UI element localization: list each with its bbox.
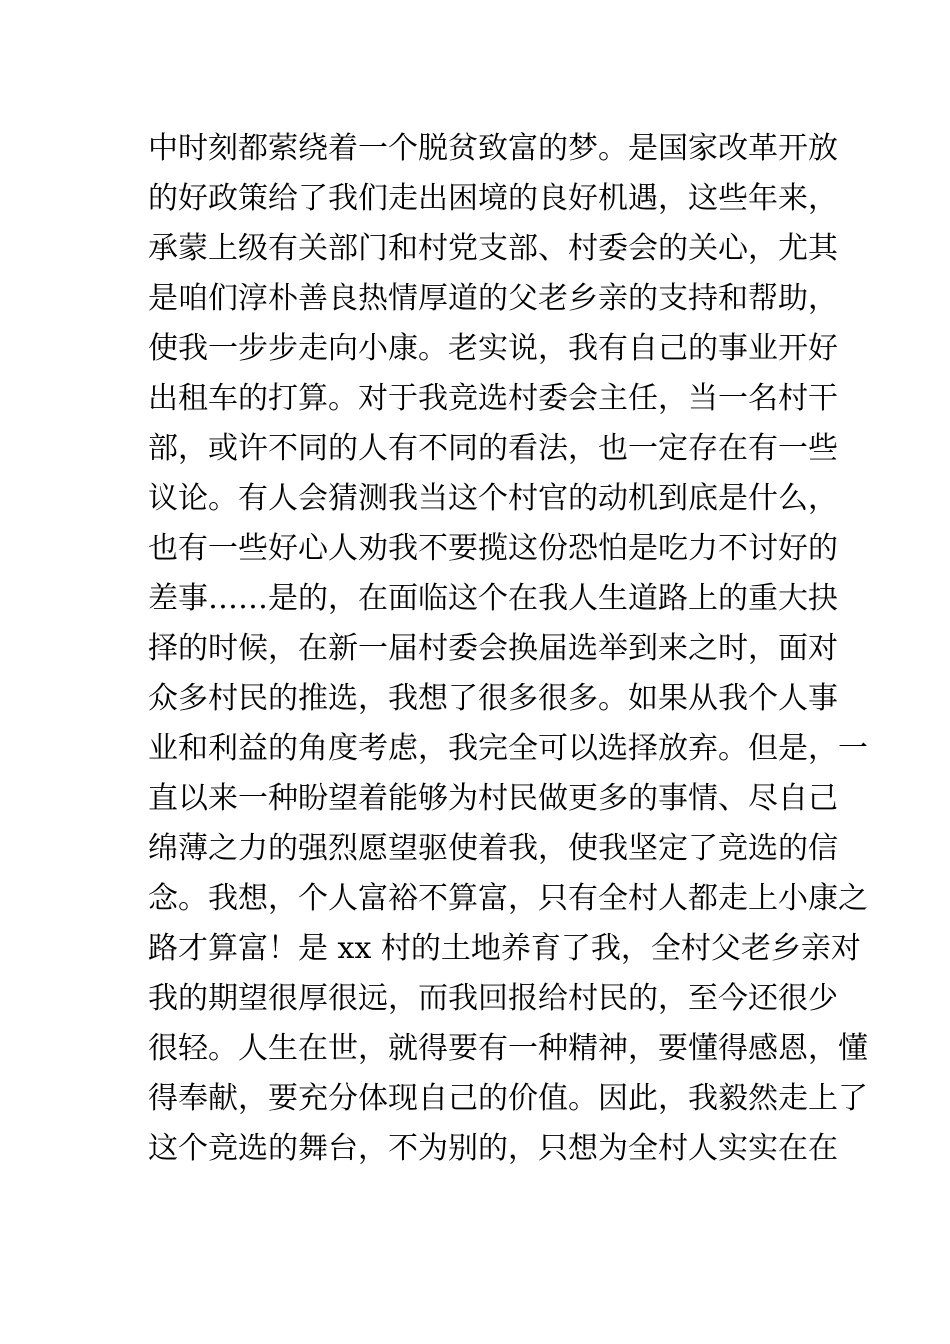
- text-line: 出租车的打算。对于我竞选村委会主任，当一名村干: [148, 381, 838, 416]
- body-text: [148, 124, 868, 1174]
- text-line: 直以来一种盼望着能够为村民做更多的事情、尽自己: [148, 781, 838, 816]
- text-line: 绵薄之力的强烈愿望驱使着我，使我坚定了竞选的信: [148, 831, 838, 866]
- text-line: 择的时候，在新一届村委会换届选举到来之时，面对: [148, 631, 838, 666]
- text-line: 众多村民的推选，我想了很多很多。如果从我个人事: [148, 681, 838, 716]
- text-line: 的好政策给了我们走出困境的良好机遇，这些年来，: [148, 181, 838, 216]
- text-line: 差事……是的，在面临这个在我人生道路上的重大抉: [148, 581, 838, 616]
- text-line: 很轻。人生在世，就得要有一种精神，要懂得感恩，懂: [148, 1031, 868, 1066]
- text-line: 议论。有人会猜测我当这个村官的动机到底是什么，: [148, 481, 838, 516]
- text-line: 部，或许不同的人有不同的看法，也一定存在有一些: [148, 431, 838, 466]
- text-line: 念。我想，个人富裕不算富，只有全村人都走上小康之: [148, 881, 868, 916]
- text-line: 这个竞选的舞台，不为别的，只想为全村人实实在在: [148, 1131, 838, 1166]
- text-line: 得奉献，要充分体现自己的价值。因此，我毅然走上了: [148, 1081, 868, 1116]
- text-line: 也有一些好心人劝我不要揽这份恐怕是吃力不讨好的: [148, 531, 838, 566]
- text-line: 是咱们淳朴善良热情厚道的父老乡亲的支持和帮助，: [148, 281, 838, 316]
- text-line: 路才算富！是 xx 村的土地养育了我，全村父老乡亲对: [148, 931, 861, 966]
- text-line: 中时刻都萦绕着一个脱贫致富的梦。是国家改革开放: [148, 131, 838, 166]
- text-line: 承蒙上级有关部门和村党支部、村委会的关心，尤其: [148, 231, 838, 266]
- text-line: 使我一步步走向小康。老实说，我有自己的事业开好: [148, 331, 838, 366]
- text-line: 业和利益的角度考虑，我完全可以选择放弃。但是，一: [148, 731, 868, 766]
- text-line: 我的期望很厚很远，而我回报给村民的，至今还很少: [148, 981, 838, 1016]
